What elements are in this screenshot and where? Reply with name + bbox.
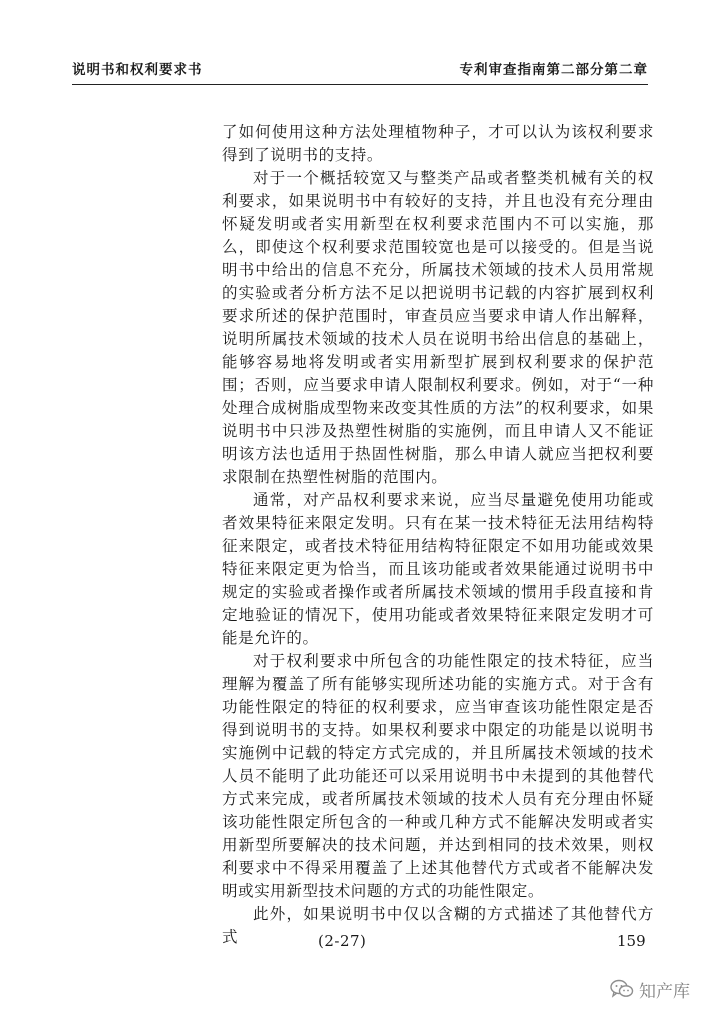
- paragraph-continued: 了如何使用这种方法处理植物种子，才可以认为该权利要求得到了说明书的支持。: [222, 123, 654, 164]
- section-page-code: (2-27): [318, 932, 367, 950]
- paragraph: 对于权利要求中所包含的功能性限定的技术特征，应当理解为覆盖了所有能够实现所述功能的实施方式。对于含有功能性限定的特征的权利要求，应当审查该功能性限定是否得到说明书的支持。如果权利要求中限定的功能是以说明书实施例中记载的特定方式完成的，并且所属技术领域的技术人员不能明了此功能还可以采用说明书中未提到的其他替代方式来完成，或者所属技术领域的技术人员有充分理由怀疑该功能性限定所包含的一种或几种方式不能解决发明或者实用新型所要解决的技术问题，并达到相同的技术效果，则权利要求中不得采用覆盖了上述其他替代方式或者不能解决发明或实用新型技术问题的方式的功能性限定。: [222, 652, 654, 900]
- paragraph: 通常，对产品权利要求来说，应当尽量避免使用功能或者效果特征来限定发明。只有在某一技术特征无法用结构特征来限定，或者技术特征用结构特征限定不如用功能或效果特征来限定更为恰当，而且该功能或者效果能通过说明书中规定的实验或者操作或者所属技术领域的惯用手段直接和肯定地验证的情况下，使用功能或者效果特征来限定发明才可能是允许的。: [222, 491, 654, 647]
- wechat-icon: [610, 979, 634, 999]
- watermark: [610, 976, 690, 1002]
- body-text: [222, 121, 654, 949]
- paragraph: 此外，如果说明书中仅以含糊的方式描述了其他替代方式: [222, 905, 654, 946]
- header-divider: [72, 84, 648, 85]
- header-left-title: 说明书和权利要求书: [72, 62, 203, 78]
- page-number: 159: [617, 932, 646, 950]
- running-header: [72, 58, 648, 82]
- watermark-text: 知产库: [639, 981, 690, 1002]
- paragraph: 对于一个概括较宽又与整类产品或者整类机械有关的权利要求，如果说明书中有较好的支持，并且也没有充分理由怀疑发明或者实用新型在权利要求范围内不可以实施，那么，即使这个权利要求范围较宽也是可以接受的。但是当说明书中给出的信息不充分，所属技术领域的技术人员用常规的实验或者分析方法不足以把说明书记载的内容扩展到权利要求所述的保护范围时，审查员应当要求申请人作出解释，说明所属技术领域的技术人员在说明书给出信息的基础上，能够容易地将发明或者实用新型扩展到权利要求的保护范围；否则，应当要求申请人限制权利要求。例如，对于“一种处理合成树脂成型物来改变其性质的方法”的权利要求，如果说明书中只涉及热塑性树脂的实施例，而且申请人又不能证明该方法也适用于热固性树脂，那么申请人就应当把权利要求限制在热塑性树脂的范围内。: [222, 169, 654, 486]
- header-right-title: 专利审查指南第二部分第二章: [459, 62, 648, 78]
